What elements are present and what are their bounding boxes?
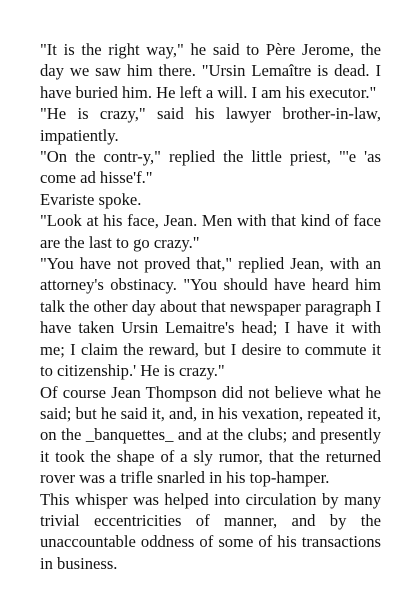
paragraph-priest-reply: "On the contr-y," replied the little priest, "'e 'as come ad hisse'f." bbox=[40, 147, 381, 188]
paragraph-jean-reply: "You have not proved that," replied Jean, with an attorney's obstinacy. "You should have heard him talk the other day about that newspaper paragraph I have taken Ursin Lemaitre's head; I have it with me; I claim the reward, but I desire to commute it to citizenship.' He is crazy." bbox=[40, 254, 381, 381]
paragraph-look-at-face: "Look at his face, Jean. Men with that kind of face are the last to go crazy." bbox=[40, 211, 381, 252]
paragraph-crazy: "He is crazy," said his lawyer brother-in-law, impatiently. bbox=[40, 104, 381, 145]
paragraph-rumor: Of course Jean Thompson did not believe what he said; but he said it, and, in his vexation, repeated it, on the _banquettes_ and at the clubs; and presently it took the shape of a sly rumor, that the returned rover was a trifle snarled in his top-hamper. bbox=[40, 382, 382, 488]
paragraph-whisper: This whisper was helped into circulation by many trivial eccentricities of manner, and by the unaccountable oddness of some of his transactions in business. bbox=[40, 489, 381, 573]
paragraph-evariste-spoke: Evariste spoke. bbox=[40, 189, 142, 209]
paragraph-executor: "It is the right way," he said to Père Jerome, the day we saw him there. "Ursin Lemaître is dead. I have buried him. He left a will. I am his executor." bbox=[40, 40, 381, 102]
document-page bbox=[40, 39, 381, 574]
